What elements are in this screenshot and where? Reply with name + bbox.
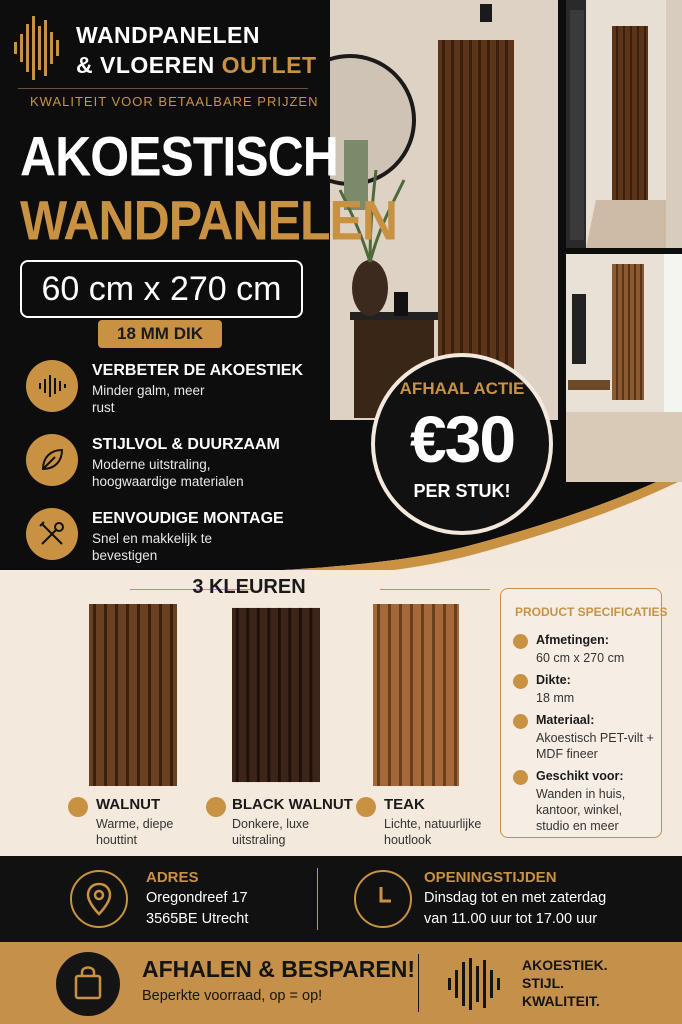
thickness-badge: 18 MM DIK bbox=[98, 320, 222, 348]
brand-tagline: KWALITEIT VOOR BETAALBARE PRIJZEN bbox=[30, 94, 319, 109]
hours-heading: OPENINGSTIJDEN bbox=[424, 869, 557, 886]
brand-accent: OUTLET bbox=[221, 52, 317, 78]
footer-title: AFHALEN & BESPAREN! bbox=[142, 956, 416, 982]
slogan-line: STIJL. bbox=[522, 975, 565, 991]
hours-line2: van 11.00 uur tot 17.00 uur bbox=[424, 911, 598, 927]
footer-bar bbox=[0, 942, 682, 1024]
leaf-icon bbox=[68, 797, 88, 817]
hours-line1: Dinsdag tot en met zaterdag bbox=[424, 890, 607, 906]
soundwave-icon bbox=[26, 360, 78, 412]
color-desc-black-walnut: Donkere, luxe uitstraling bbox=[232, 817, 310, 847]
spec-value: 60 cm x 270 cm bbox=[536, 651, 625, 665]
check-icon bbox=[513, 634, 528, 649]
feature-acoustics bbox=[26, 360, 336, 424]
interior-photo-hallway bbox=[566, 0, 682, 248]
headline-line2: WANDPANELEN bbox=[20, 189, 397, 252]
color-name-black-walnut: BLACK WALNUT bbox=[232, 796, 353, 813]
offer-unit: PER STUK! bbox=[413, 481, 511, 501]
feature-desc: Minder galm, meer rust bbox=[92, 383, 205, 415]
product-specs-card bbox=[500, 588, 668, 838]
spec-label: Geschikt voor: bbox=[536, 769, 624, 783]
divider bbox=[18, 88, 308, 89]
leaf-icon bbox=[26, 434, 78, 486]
slogan-line: AKOESTIEK. bbox=[522, 957, 608, 973]
info-bar bbox=[0, 856, 682, 942]
tools-icon bbox=[26, 508, 78, 560]
brand-header bbox=[14, 14, 334, 84]
spec-value: Akoestisch PET-vilt + MDF fineer bbox=[536, 731, 654, 761]
price-circle bbox=[371, 353, 553, 535]
spec-label: Dikte: bbox=[536, 673, 571, 687]
spec-label: Materiaal: bbox=[536, 713, 595, 727]
color-desc-walnut: Warme, diepe houttint bbox=[96, 817, 174, 847]
color-name-walnut: WALNUT bbox=[96, 796, 161, 813]
color-desc-teak: Lichte, natuurlijke houtlook bbox=[384, 817, 482, 847]
specs-heading: PRODUCT SPECIFICATIES bbox=[515, 605, 668, 619]
swatch-walnut bbox=[89, 604, 177, 786]
check-icon bbox=[513, 674, 528, 689]
color-name-teak: TEAK bbox=[384, 796, 425, 813]
spec-label: Afmetingen: bbox=[536, 633, 609, 647]
swatch-black-walnut bbox=[232, 604, 320, 786]
divider bbox=[317, 868, 318, 930]
interior-photo-entrance bbox=[566, 254, 682, 482]
feature-desc: Moderne uitstraling, hoogwaardige materialen bbox=[92, 457, 244, 489]
feature-title: EENVOUDIGE MONTAGE bbox=[92, 510, 284, 527]
shopping-bag-icon bbox=[56, 952, 120, 1016]
soundwave-logo-icon bbox=[14, 16, 64, 80]
headline-line1: AKOESTISCH bbox=[20, 125, 338, 188]
feature-title: VERBETER DE AKOESTIEK bbox=[92, 362, 303, 379]
leaf-icon bbox=[206, 797, 226, 817]
check-icon bbox=[513, 714, 528, 729]
clock-icon bbox=[354, 870, 412, 928]
leaf-icon bbox=[356, 797, 376, 817]
location-pin-icon bbox=[70, 870, 128, 928]
feature-style bbox=[26, 434, 336, 498]
footer-slogan bbox=[522, 956, 652, 1010]
address-line2: 3565BE Utrecht bbox=[146, 911, 249, 927]
check-icon bbox=[513, 770, 528, 785]
address-line1: Oregondreef 17 bbox=[146, 890, 248, 906]
soundwave-icon bbox=[446, 958, 506, 1010]
spec-value: Wanden in huis, kantoor, winkel, studio en meer bbox=[536, 787, 626, 833]
spec-value: 18 mm bbox=[536, 691, 575, 705]
offer-label: AFHAAL ACTIE bbox=[399, 379, 525, 398]
divider bbox=[380, 589, 490, 590]
brand-name-line1: WANDPANELEN bbox=[76, 22, 260, 48]
swatch-teak bbox=[372, 604, 460, 786]
feature-mounting bbox=[26, 508, 336, 572]
feature-title: STIJLVOL & DUURZAAM bbox=[92, 436, 280, 453]
slogan-line: KWALITEIT. bbox=[522, 993, 600, 1009]
colors-heading: 3 KLEUREN bbox=[192, 576, 306, 598]
footer-subtitle: Beperkte voorraad, op = op! bbox=[142, 988, 323, 1004]
dimensions-badge: 60 cm x 270 cm bbox=[20, 260, 303, 318]
address-heading: ADRES bbox=[146, 869, 199, 886]
feature-desc: Snel en makkelijk te bevestigen bbox=[92, 531, 213, 563]
brand-name-line2: & VLOEREN OUTLET bbox=[76, 52, 317, 78]
divider bbox=[418, 954, 419, 1012]
offer-price: €30 bbox=[409, 402, 515, 476]
